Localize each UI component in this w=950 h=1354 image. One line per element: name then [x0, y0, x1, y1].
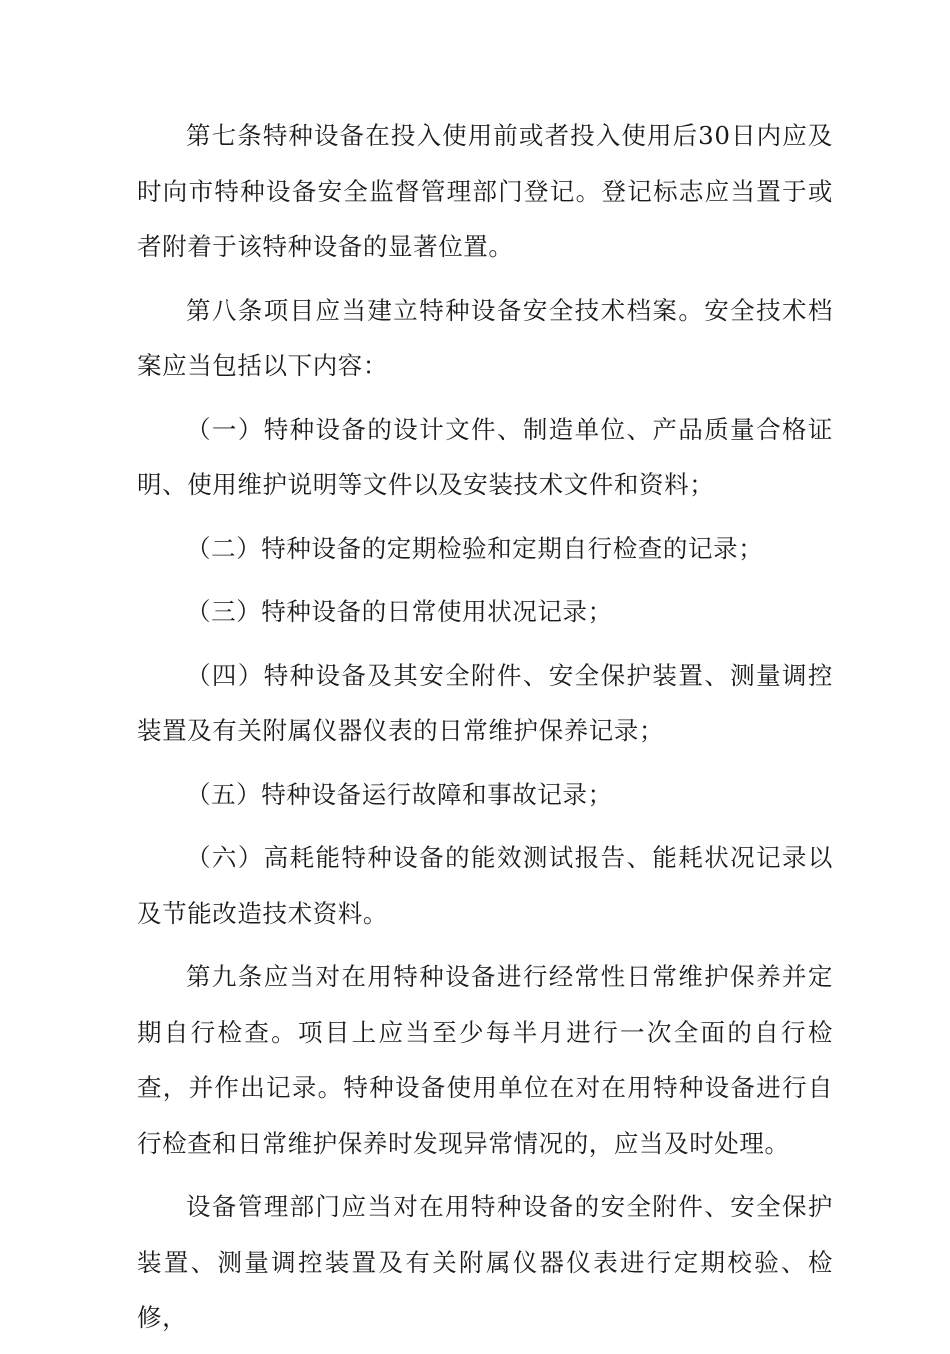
- document-body: [137, 108, 833, 1354]
- paragraph-article-9: 第九条应当对在用特种设备进行经常性日常维护保养并定期自行检查。项目上应当至少每半月进行一次全面的自行检查，并作出记录。特种设备使用单位在对在用特种设备进行自行检查和日常维护保养时发现异常情况的，应当及时处理。: [137, 962, 833, 1158]
- list-item-1: （一）特种设备的设计文件、制造单位、产品质量合格证明、使用维护说明等文件以及安装技术文件和资料；: [137, 414, 833, 499]
- list-item-3: （三）特种设备的日常使用状况记录；: [186, 597, 613, 626]
- list-item-5: （五）特种设备运行故障和事故记录；: [186, 779, 613, 809]
- paragraph-article-8: 第八条项目应当建立特种设备安全技术档案。安全技术档案应当包括以下内容：: [137, 295, 833, 380]
- paragraph-equipment-dept: 设备管理部门应当对在用特种设备的安全附件、安全保护装置、测量调控装置及有关附属仪器仪表进行定期校验、检修，: [137, 1192, 833, 1332]
- list-item-2: （二）特种设备的定期检验和定期自行检查的记录；: [186, 533, 764, 563]
- list-item-4: （四）特种设备及其安全附件、安全保护装置、测量调控装置及有关附属仪器仪表的日常维护保养记录；: [137, 660, 833, 745]
- paragraph-article-7: 第七条特种设备在投入使用前或者投入使用后30日内应及时向市特种设备安全监督管理部门登记。登记标志应当置于或者附着于该特种设备的显著位置。: [137, 121, 833, 261]
- list-item-6: （六）高耗能特种设备的能效测试报告、能耗状况记录以及节能改造技术资料。: [137, 843, 833, 928]
